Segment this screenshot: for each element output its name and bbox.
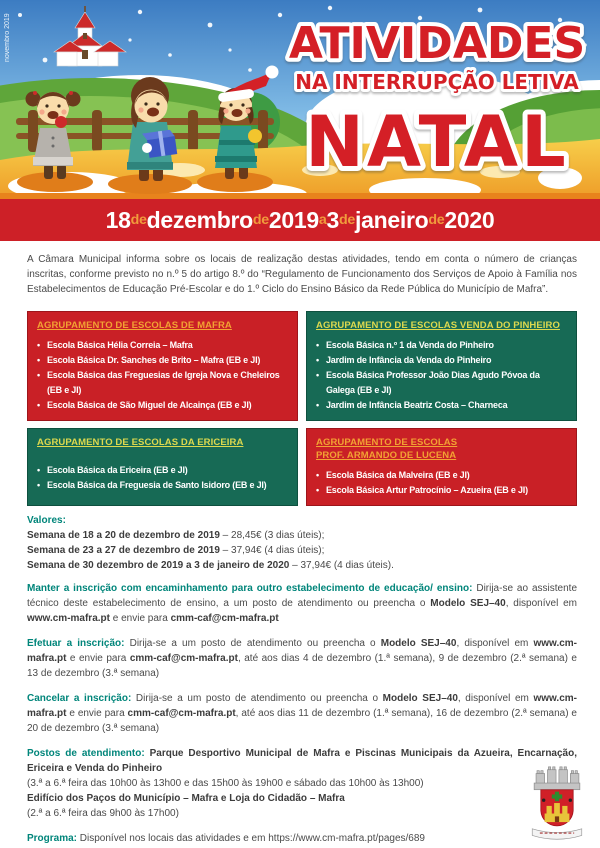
- text-run: Postos de atendimento:: [27, 748, 150, 759]
- text-run: Cancelar a inscrição:: [27, 693, 136, 704]
- text-run: – 37,94€ (4 dias úteis).: [289, 560, 394, 571]
- scroll-banner: [532, 829, 582, 839]
- text-run: www.cm-mafra.pt: [27, 638, 578, 664]
- text-run: Semana de 18 a 20 de dezembro de 2019: [27, 530, 220, 541]
- box-title-line: AGRUPAMENTO DE ESCOLAS: [316, 437, 458, 448]
- text-run: Dirija-se a um posto de atendimento ou preencha o: [135, 693, 383, 704]
- box-title-line: AGRUPAMENTO DE ESCOLAS DE MAFRA: [37, 320, 232, 331]
- text-run: Manter a inscrição com encaminhamento para outro estabelecimento de educação/ ensino:: [27, 583, 477, 594]
- text-run: (2.ª a 6.ª feira das 9h00 às 17h00): [27, 808, 179, 819]
- valores-section: [27, 513, 577, 573]
- date-banner: [0, 199, 600, 241]
- text-run: e envie para: [66, 653, 130, 664]
- text-run: , até aos dias 4 de dezembro (1.ª semana), 9 de dezembro (2.ª semana) e 13 de dezembro (3.ª semana): [27, 653, 577, 679]
- poster-body: [0, 252, 600, 846]
- side-note: novembro 2019: [4, 13, 11, 62]
- school-item: • Jardim de Infância Beatriz Costa – Charneca: [316, 398, 567, 413]
- text-run: www.cm-mafra.pt: [27, 613, 110, 624]
- text-run: Modelo SEJ–40: [382, 693, 458, 704]
- text-run: – 28,45€ (3 dias úteis);: [219, 530, 325, 541]
- text-run: Semana de 30 dezembro de 2019 a 3 de janeiro de 2020: [27, 560, 290, 571]
- group-title: [37, 319, 288, 332]
- text-run: Programa:: [27, 833, 80, 844]
- shield: [541, 790, 573, 826]
- cancelar-inscricao-section: [27, 691, 577, 736]
- box-title-line: AGRUPAMENTO DE ESCOLAS VENDA DO PINHEIRO: [316, 320, 560, 331]
- text-run: dezembro: [146, 206, 253, 233]
- text-run: , disponível em: [457, 693, 534, 704]
- text-run: Modelo SEJ–40: [380, 638, 457, 649]
- text-run: Semana de 23 a 27 de dezembro de 2019: [27, 545, 220, 556]
- text-run: cmm-caf@cm-mafra.pt: [129, 653, 238, 664]
- hero-scene: [0, 0, 600, 199]
- hero-title-line2: NA INTERRUPÇÃO LETIVA: [295, 70, 579, 94]
- text-run: – 37,94€ (4 dias úteis);: [219, 545, 325, 556]
- group-title: [316, 319, 567, 332]
- group-box-armando-lucena: [306, 428, 577, 506]
- group-box-mafra: [27, 311, 298, 421]
- school-list: [37, 463, 288, 493]
- school-list: [316, 338, 567, 413]
- text-run: 2020: [444, 206, 495, 233]
- text-run: de: [428, 212, 445, 228]
- text-run: Modelo SEJ–40: [430, 598, 506, 609]
- text-run: , disponível em: [456, 638, 534, 649]
- text-run: cmm-caf@cm-mafra.pt: [127, 708, 236, 719]
- text-run: janeiro: [355, 206, 429, 233]
- text-run: Dirija-se ao assistente técnico deste estabelecimento de ensino, a um posto de atendimento ou preencha o: [27, 583, 577, 609]
- text-run: e envie para: [109, 613, 171, 624]
- school-item: • Escola Básica da Malveira (EB e JI): [316, 468, 567, 483]
- school-item: • Escola Básica Dr. Sanches de Brito – Mafra (EB e JI): [37, 353, 288, 368]
- box-title-line: PROF. ARMANDO DE LUCENA: [316, 450, 457, 461]
- text-run: cmm-caf@cm-mafra.pt: [170, 613, 279, 624]
- text-run: (3.ª a 6.ª feira das 10h00 às 13h00 e das 15h00 às 19h00 e sábado das 10h00 às 13h00): [27, 778, 424, 789]
- school-item: • Escola Básica Hélia Correia – Mafra: [37, 338, 288, 353]
- text-run: e envie para: [66, 708, 128, 719]
- text-run: a: [318, 212, 327, 228]
- text-run: Dirija-se a um posto de atendimento ou preencha o: [129, 638, 381, 649]
- postos-atendimento-section: [27, 746, 577, 821]
- group-title: [37, 436, 288, 449]
- text-run: de: [130, 212, 147, 228]
- text-run: Parque Desportivo Municipal de Mafra e Piscinas Municipais da Azueira, Encarnação, Ericeira e Venda do Pinheiro: [27, 748, 577, 774]
- group-box-ericeira: [27, 428, 298, 506]
- valores-line: [27, 543, 577, 558]
- hero-illustration: [0, 0, 600, 199]
- mafra-coat-of-arms: [528, 764, 586, 844]
- text-run: 3: [326, 206, 340, 233]
- efetuar-inscricao-section: [27, 636, 577, 681]
- school-item: • Escola Básica n.º 1 da Venda do Pinheiro: [316, 338, 567, 353]
- box-title-line: AGRUPAMENTO DE ESCOLAS DA ERICEIRA: [37, 437, 244, 448]
- school-item: • Escola Básica da Freguesia de Santo Isidoro (EB e JI): [37, 478, 288, 493]
- mural-crown: [534, 767, 580, 790]
- group-box-venda-do-pinheiro: [306, 311, 577, 421]
- text-run: , disponível em: [505, 598, 577, 609]
- text-run: www.cm-mafra.pt: [27, 693, 577, 719]
- manter-inscricao-section: [27, 581, 577, 626]
- hero-title-line1: ATIVIDADES: [288, 18, 586, 69]
- valores-line: [27, 528, 577, 543]
- school-item: • Escola Básica Professor João Dias Agudo Póvoa da Galega (EB e JI): [316, 368, 567, 398]
- school-groups-grid: [27, 311, 577, 506]
- text-run: Efetuar a inscrição:: [27, 638, 130, 649]
- school-item: • Escola Básica Artur Patrocínio – Azueira (EB e JI): [316, 483, 567, 498]
- school-item: • Jardim de Infância da Venda do Pinheiro: [316, 353, 567, 368]
- text-run: , até aos dias 11 de dezembro (1.ª semana), 16 de dezembro (2.ª semana) e 20 de dezembro (3.ª semana): [27, 708, 577, 734]
- school-list: [37, 338, 288, 413]
- text-run: Edifício dos Paços do Município – Mafra e Loja do Cidadão – Mafra: [27, 793, 345, 804]
- intro-paragraph: A Câmara Municipal informa sobre os locais de realização destas atividades, tendo em conta o número de crianças inscritas, conforme previsto no n.º 5 do artigo 8.º do “Regulamento de Funcionamento dos Serviços de Apoio à Família nos Estabelecimentos de Educação Pré-Escolar e do 1.º Ciclo do Ensino Básico da Rede Pública do Município de Mafra”.: [27, 254, 577, 295]
- text-run: Disponível nos locais das atividades e em https://www.cm-mafra.pt/pages/689: [79, 833, 425, 844]
- school-item: • Escola Básica da Ericeira (EB e JI): [37, 463, 288, 478]
- programa-section: [27, 831, 577, 846]
- school-item: • Escola Básica de São Miguel de Alcainça (EB e JI): [37, 398, 288, 413]
- hero-title-line3: NATAL: [305, 101, 569, 183]
- group-title: [316, 436, 567, 462]
- valores-line: [27, 558, 577, 573]
- text-run: 18: [105, 206, 131, 233]
- school-item: • Escola Básica das Freguesias de Igreja Nova e Cheleiros (EB e JI): [37, 368, 288, 398]
- school-list: [316, 468, 567, 498]
- text-run: 2019: [268, 206, 319, 233]
- text-run: de: [252, 212, 269, 228]
- text-run: de: [339, 212, 356, 228]
- valores-heading: Valores:: [27, 515, 66, 526]
- hero-titles: [289, 18, 585, 183]
